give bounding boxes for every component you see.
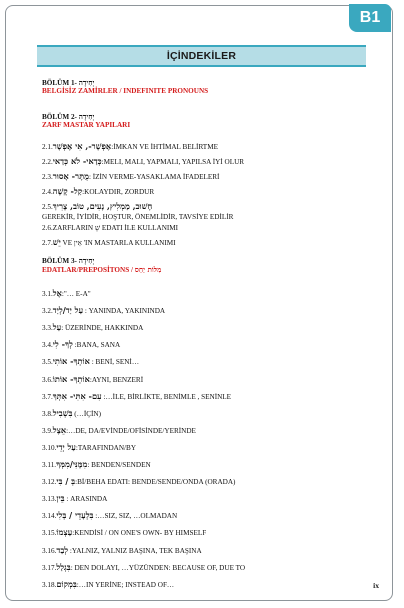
toc-item-number: 2.2.	[42, 158, 53, 166]
toc-item-text: (…İÇİN)	[72, 409, 101, 418]
section-1-subtitle: BELGİSİZ ZAMİRLER / INDEFINITE PRONOUNS	[42, 87, 209, 95]
toc-item-number: 3.3.	[42, 324, 53, 333]
toc-item-text: :İMKAN VE İHTİMAL BELİRTME	[111, 143, 218, 151]
toc-item[interactable]	[42, 493, 372, 503]
toc-item[interactable]	[42, 425, 372, 435]
section-3-heading	[42, 256, 372, 265]
toc-item-text: : DEN DOLAYI, …YÜZÜNDEN: BECAUSE OF, DUE TO	[70, 563, 246, 572]
toc-item-number: 2.7.	[42, 239, 53, 247]
section-1-hebrew: יְחִידָה	[78, 78, 95, 87]
toc-item-hebrew: בְּ / בִּי	[56, 476, 76, 487]
section-2-subtitle: ZARF MASTAR YAPILARI	[42, 121, 131, 129]
toc-item-text: ZARFLARIN שֶׁ EDATI İLE KULLANIMI	[52, 224, 179, 232]
toc-item-number: 3.1.	[42, 290, 53, 298]
toc-item-hebrew: לְבַד	[56, 544, 69, 555]
toc-item-number: 2.5.	[42, 203, 53, 211]
section-3-subtitle-hebrew: מִלּוֹת יַחַס	[134, 265, 162, 274]
toc-item-text: :Bİ/BEHA EDATI: BENDE/SENDE/ONDA (ORADA)	[75, 478, 236, 487]
toc-item-hebrew: עַל יַד/לְיַד	[52, 305, 84, 316]
section-1	[42, 78, 372, 95]
section-2-heading	[42, 112, 372, 121]
toc-item-number: 3.2.	[42, 307, 53, 316]
toc-item[interactable]	[42, 459, 372, 469]
toc-item-hebrew: בִּמְקוֹם	[56, 578, 77, 589]
toc-item[interactable]	[42, 391, 372, 401]
toc-item-text: : İZİN VERME-YASAKLAMA İFADELERİ	[88, 173, 220, 181]
toc-item-text: : ARASINDA	[64, 495, 108, 504]
toc-item[interactable]	[42, 442, 372, 452]
toc-item-hebrew: אוֹתְךָ- אוֹתִי	[52, 356, 90, 367]
toc-item-text: :…DE, DA/EVİNDE/OFİSİNDE/YERİNDE	[66, 426, 196, 435]
toc-item-text: GEREKİR, İYİDİR, HOŞTUR, ÖNEMLİDİR, TAVSİYE EDİLİR	[42, 213, 234, 221]
toc-item[interactable]	[42, 579, 372, 589]
toc-item-hebrew: מִמֶּנִּי/מִמְּךָ	[56, 459, 88, 469]
toc-item[interactable]	[42, 322, 372, 332]
toc-item[interactable]	[42, 222, 372, 232]
section-2-label: BÖLÜM 2-	[42, 113, 77, 121]
section-2-hebrew: יְחִידָה	[78, 112, 95, 121]
toc-item-text: :…İLE, BİRLİKTE, BENİMLE , SENİNLE	[101, 392, 232, 401]
toc-item-text: : YANINDA, YAKININDA	[83, 307, 166, 316]
toc-item[interactable]	[42, 201, 372, 211]
section-3-hebrew: יְחִידָה	[78, 256, 95, 265]
section-2	[42, 112, 372, 129]
toc-item-text: :KOLAYDIR, ZORDUR	[82, 188, 155, 196]
toc-item-hebrew: חָשׁוּב, מַמְלִיץ, נָעִים, טוֹב, צָרִיךְ	[52, 201, 153, 211]
toc-item-text: VE אֵין 'IN MASTARLA KULLANIMI	[60, 239, 176, 247]
toc-item-number: 3.17.	[42, 563, 57, 572]
level-badge: B1	[349, 4, 391, 32]
page-title: İÇİNDEKİLER	[37, 45, 366, 67]
toc-item-text: :KENDİSİ / ON ONE'S OWN- BY HIMSELF	[72, 529, 207, 538]
toc-item-number: 3.11.	[42, 461, 57, 469]
toc-item-text: :YALNIZ, YALNIZ BAŞINA, TEK BAŞINA	[68, 546, 202, 555]
section-3-subtitle	[42, 265, 372, 274]
toc-item[interactable]	[42, 476, 372, 486]
toc-item[interactable]	[42, 356, 372, 366]
toc-item-number: 3.12.	[42, 478, 57, 487]
toc-item-hebrew: עִם- אִתִּי- אִתְּךָ	[52, 390, 102, 401]
toc-item-hebrew: עַצְמוֹ	[56, 527, 73, 538]
toc-item-number: 3.14.	[42, 512, 57, 521]
toc-item-hebrew: קַל- קָשֶׁה	[52, 186, 83, 196]
toc-item-number: 2.4.	[42, 188, 53, 196]
toc-item[interactable]	[42, 408, 372, 418]
toc-item[interactable]	[42, 288, 372, 298]
toc-item[interactable]	[42, 562, 372, 572]
toc-item[interactable]	[42, 186, 372, 196]
toc-item-number: 3.7.	[42, 392, 53, 401]
toc-item[interactable]	[42, 171, 372, 181]
section-3-subtitle-text: EDATLAR/PREPOSİTONS /	[42, 266, 133, 274]
toc-item[interactable]	[42, 305, 372, 315]
toc-item-text: :MELI, MALI, YAPMALI, YAPILSA İYİ OLUR	[101, 158, 245, 166]
toc-item-text: : ÜZERİNDE, HAKKINDA	[61, 324, 144, 333]
toc-item-text: : BENİ, SENİ…	[89, 358, 140, 367]
page-number: ix	[373, 581, 379, 590]
toc-item[interactable]	[42, 156, 372, 166]
toc-item-number: 2.1.	[42, 143, 53, 151]
toc-item-number: 3.10.	[42, 443, 57, 452]
toc-item-text: :TARAFINDAN/BY	[75, 443, 137, 452]
toc-item-hebrew: אֵצֶל	[52, 424, 67, 435]
section-1-label: BÖLÜM 1-	[42, 79, 77, 87]
section-1-heading	[42, 78, 372, 87]
toc-item-hebrew: עַל	[52, 322, 62, 333]
toc-item[interactable]	[42, 211, 372, 221]
toc-item-text: :"… E-A"	[61, 290, 91, 298]
toc-item[interactable]	[42, 374, 372, 384]
toc-item-text: : BENDEN/SENDEN	[87, 461, 151, 469]
section-3	[42, 256, 372, 274]
toc-item-number: 3.16.	[42, 546, 57, 555]
toc-item[interactable]	[42, 545, 372, 555]
toc-item-text: :BANA, SANA	[72, 341, 121, 350]
toc-item-number: 2.3.	[42, 173, 53, 181]
toc-item-hebrew: אוֹתְךָ- אוֹתוֹ	[52, 373, 90, 384]
toc-item-hebrew: אֶפְשָׁר-, אִי אֶפְשָׁר	[52, 141, 112, 151]
toc-item[interactable]	[42, 339, 372, 349]
toc-item-hebrew: אֶל	[52, 288, 62, 298]
toc-item-number: 3.15.	[42, 529, 57, 538]
toc-item-hebrew: עַל יְדֵי	[56, 441, 76, 452]
toc-item-hebrew: כְּדַאי- לֹא כְּדַאי	[52, 156, 102, 166]
toc-item-hebrew: בִּלְעָדֵי / בְּלִי	[56, 510, 94, 521]
toc-item[interactable]	[42, 237, 372, 247]
toc-item[interactable]	[42, 141, 372, 151]
toc-item-number: 3.18.	[42, 580, 57, 589]
toc-item[interactable]	[42, 527, 372, 537]
toc-item-text: :AYNI, BENZERİ	[89, 375, 144, 384]
toc-item-hebrew: מֻתָּר- אָסוּר	[52, 171, 89, 181]
toc-item-number: 3.13.	[42, 495, 57, 504]
toc-item-hebrew: בִּגְלַל	[56, 561, 71, 572]
section-3-label: BÖLÜM 3-	[42, 257, 77, 265]
toc-item-hebrew: יֵשׁ	[52, 237, 61, 247]
toc-item-hebrew: בֵּין	[56, 493, 65, 504]
toc-item-text: :…IN YERİNE; INSTEAD OF…	[76, 580, 175, 589]
toc-item-number: 3.8.	[42, 409, 53, 418]
toc-item-number: 3.9.	[42, 426, 53, 435]
toc-item-number: 3.5.	[42, 358, 53, 367]
toc-item[interactable]	[42, 510, 372, 520]
toc-item-number: 3.6.	[42, 375, 53, 384]
toc-item-hebrew: לְךָ- לִי	[52, 339, 73, 350]
toc-item-text: :…SIZ, SIZ, …OLMADAN	[93, 512, 178, 521]
toc-item-hebrew: בִּשְׁבִיל	[52, 407, 73, 418]
toc-item-number: 2.6.	[42, 224, 53, 232]
toc-item-number: 3.4.	[42, 341, 53, 350]
